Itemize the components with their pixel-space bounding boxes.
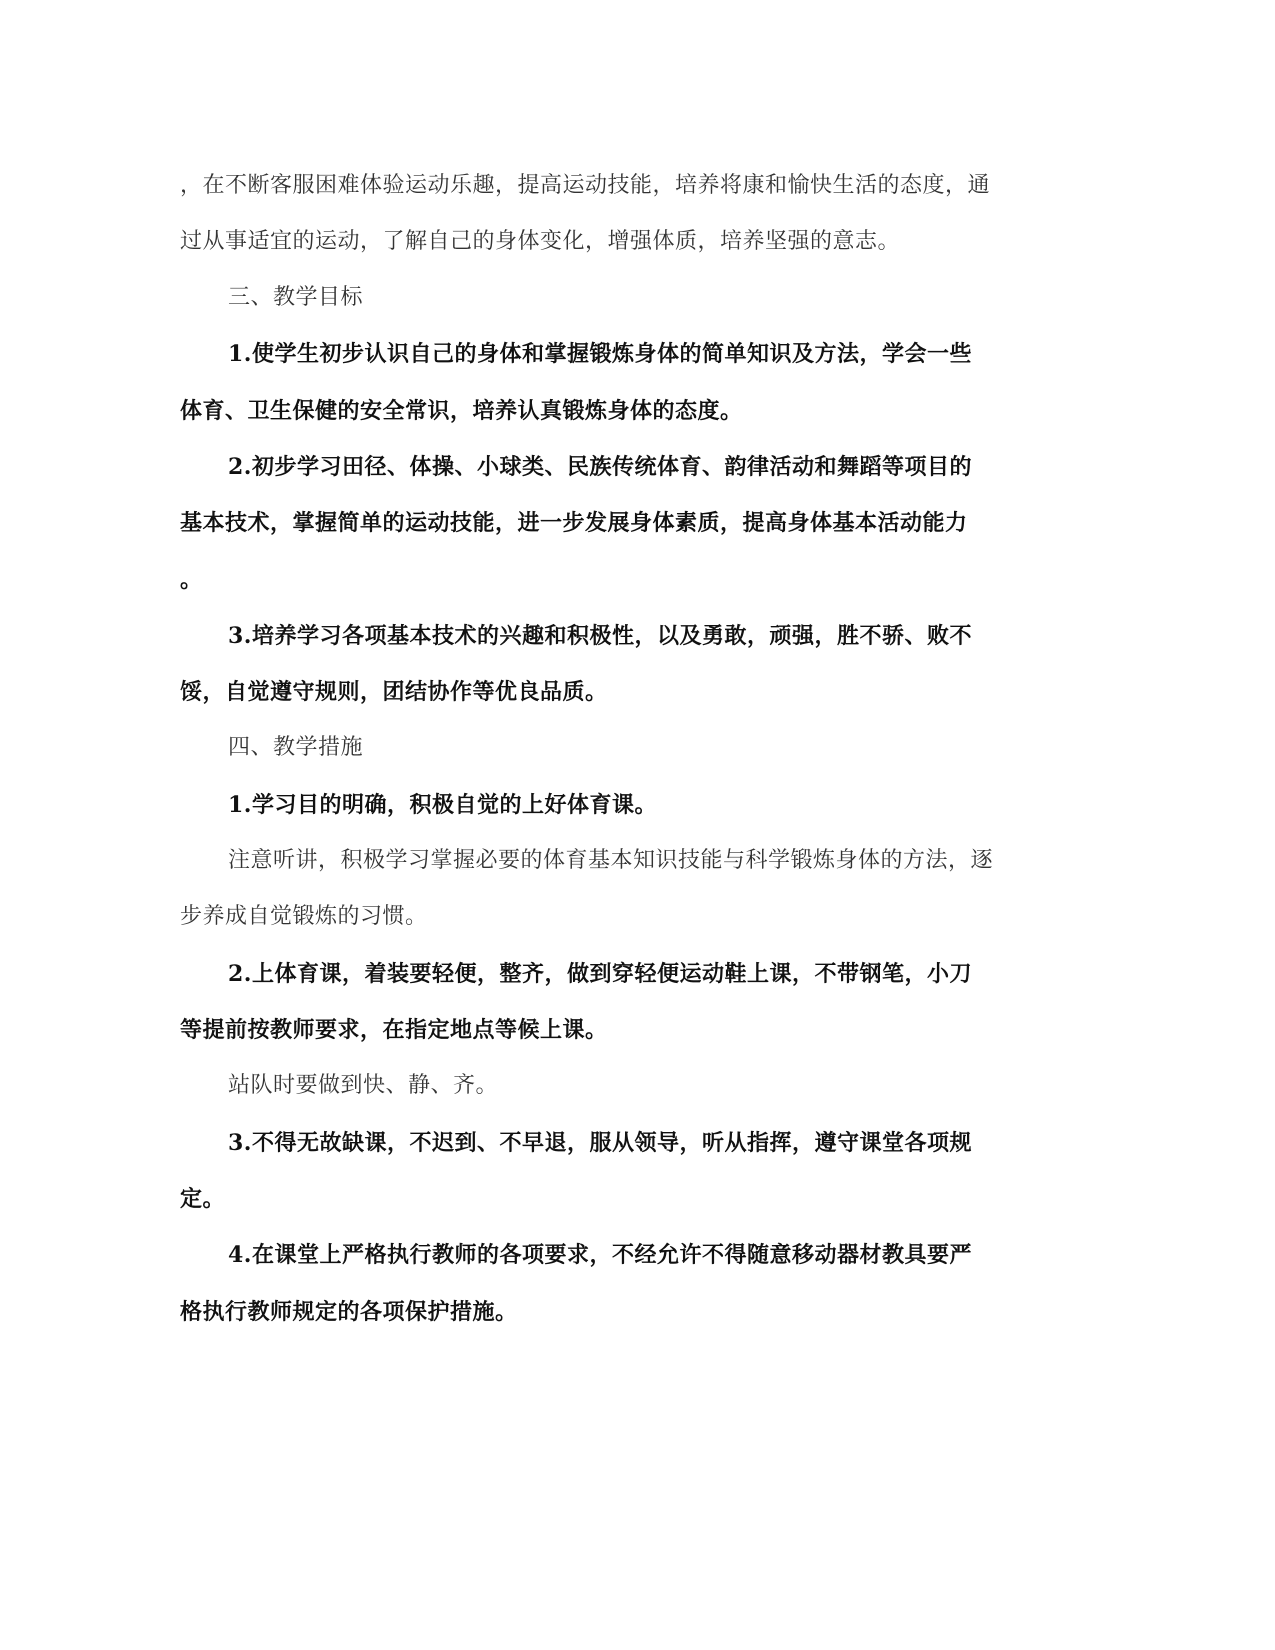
measure-item-1: 1.学习目的明确，积极自觉的上好体育课。 [228, 792, 657, 818]
body-text-line: 过从事适宜的运动，了解自己的身体变化，增强体质，培养坚强的意志。 [180, 229, 901, 254]
goal-item-2-end: 。 [180, 567, 203, 593]
measure-item-2: 2.上体育课，着装要轻便，整齐，做到穿轻便运动鞋上课，不带钢笔，小刀 [228, 961, 972, 987]
measure-item-2-cont: 等提前按教师要求，在指定地点等候上课。 [180, 1017, 608, 1043]
section-heading: 四、教学措施 [228, 735, 364, 760]
measure-item-4-cont: 格执行教师规定的各项保护措施。 [180, 1299, 518, 1325]
measure-item-4: 4.在课堂上严格执行教师的各项要求，不经允许不得随意移动器材教具要严 [228, 1242, 972, 1268]
body-text-line: 站队时要做到快、静、齐。 [228, 1073, 499, 1098]
goal-item-1-cont: 体育、卫生保健的安全常识，培养认真锻炼身体的态度。 [180, 398, 743, 424]
body-text-line: 步养成自觉锻炼的习惯。 [180, 904, 428, 929]
body-text-line: ，在不断客服困难体验运动乐趣，提高运动技能，培养将康和愉快生活的态度，通 [180, 173, 991, 198]
goal-item-3: 3.培养学习各项基本技术的兴趣和积极性，以及勇敢，顽强，胜不骄、败不 [228, 623, 972, 649]
goal-item-2: 2.初步学习田径、体操、小球类、民族传统体育、韵律活动和舞蹈等项目的 [228, 454, 972, 480]
goal-item-1: 1.使学生初步认识自己的身体和掌握锻炼身体的简单知识及方法，学会一些 [228, 341, 972, 367]
goal-item-3-cont: 馁，自觉遵守规则，团结协作等优良品质。 [180, 679, 608, 705]
body-text-line: 注意听讲，积极学习掌握必要的体育基本知识技能与科学锻炼身体的方法，逐 [228, 848, 994, 873]
section-heading: 三、教学目标 [228, 285, 364, 310]
goal-item-2-cont: 基本技术，掌握简单的运动技能，进一步发展身体素质，提高身体基本活动能力 [180, 510, 968, 536]
measure-item-3-cont: 定。 [180, 1186, 226, 1212]
measure-item-3: 3.不得无故缺课，不迟到、不早退，服从领导，听从指挥，遵守课堂各项规 [228, 1130, 972, 1156]
